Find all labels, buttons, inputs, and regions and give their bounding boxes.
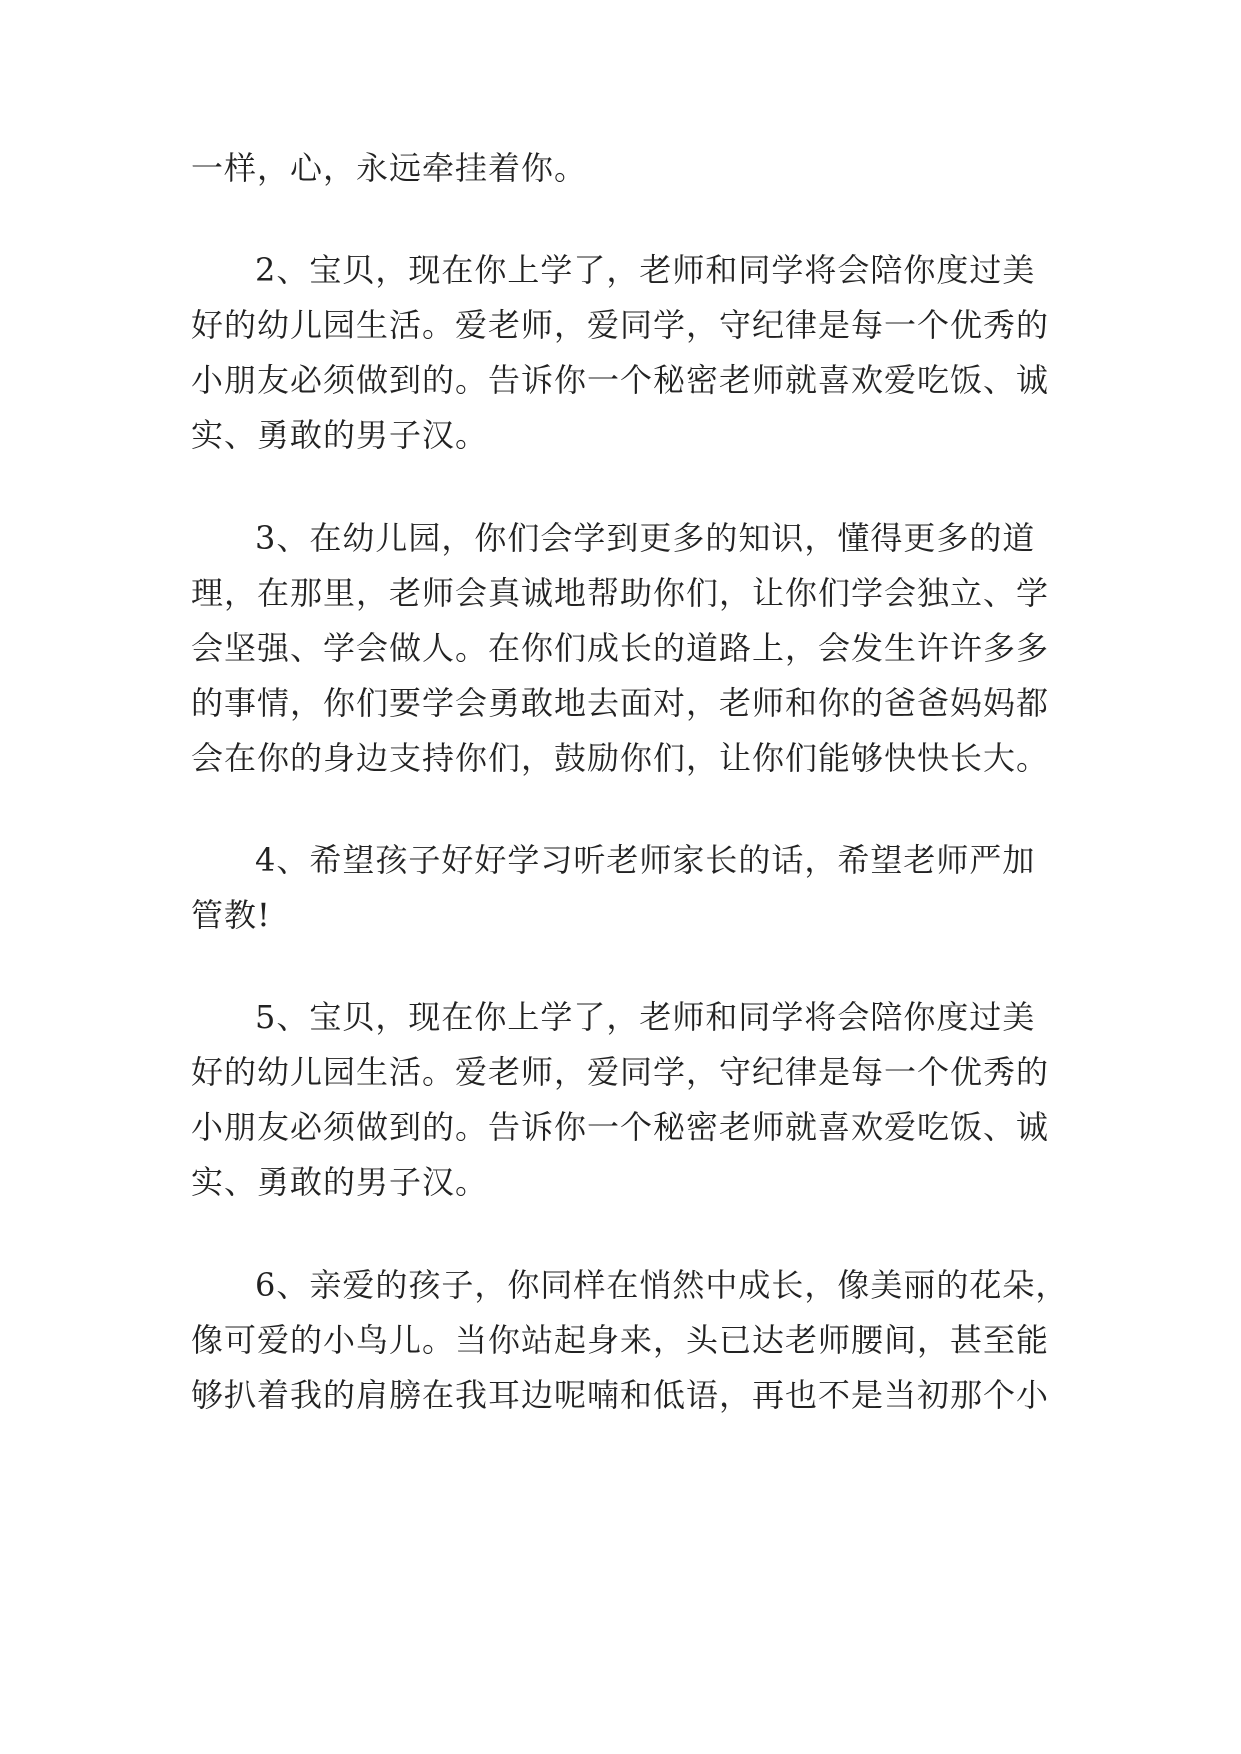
text-line: 像可爱的小鸟儿。当你站起身来，头已达老师腰间，甚至能 <box>191 1321 1050 1359</box>
text-line: 够扒着我的肩膀在我耳边呢喃和低语，再也不是当初那个小 <box>191 1376 1050 1414</box>
text-line: 小朋友必须做到的。告诉你一个秘密老师就喜欢爱吃饭、诚 <box>191 1108 1050 1146</box>
text-line: 一样，心，永远牵挂着你。 <box>191 149 588 187</box>
text-line: 3、在幼儿园，你们会学到更多的知识，懂得更多的道 <box>255 519 1036 557</box>
text-line: 实、勇敢的男子汉。 <box>191 1163 489 1201</box>
text-line: 4、希望孩子好好学习听老师家长的话，希望老师严加 <box>255 841 1036 879</box>
text-line: 会坚强、学会做人。在你们成长的道路上，会发生许许多多 <box>191 629 1050 667</box>
text-line: 5、宝贝，现在你上学了，老师和同学将会陪你度过美 <box>255 998 1036 1036</box>
text-line: 的事情，你们要学会勇敢地去面对，老师和你的爸爸妈妈都 <box>191 684 1050 722</box>
text-line: 实、勇敢的男子汉。 <box>191 416 489 454</box>
text-line: 小朋友必须做到的。告诉你一个秘密老师就喜欢爱吃饭、诚 <box>191 361 1050 399</box>
text-line: 2、宝贝，现在你上学了，老师和同学将会陪你度过美 <box>255 251 1036 289</box>
text-line: 6、亲爱的孩子，你同样在悄然中成长，像美丽的花朵， <box>255 1266 1069 1304</box>
text-line: 管教! <box>191 896 271 934</box>
text-line: 会在你的身边支持你们，鼓励你们，让你们能够快快长大。 <box>191 739 1050 777</box>
text-line: 好的幼儿园生活。爱老师，爱同学，守纪律是每一个优秀的 <box>191 1053 1050 1091</box>
text-line: 好的幼儿园生活。爱老师，爱同学，守纪律是每一个优秀的 <box>191 306 1050 344</box>
text-line: 理，在那里，老师会真诚地帮助你们，让你们学会独立、学 <box>191 574 1050 612</box>
